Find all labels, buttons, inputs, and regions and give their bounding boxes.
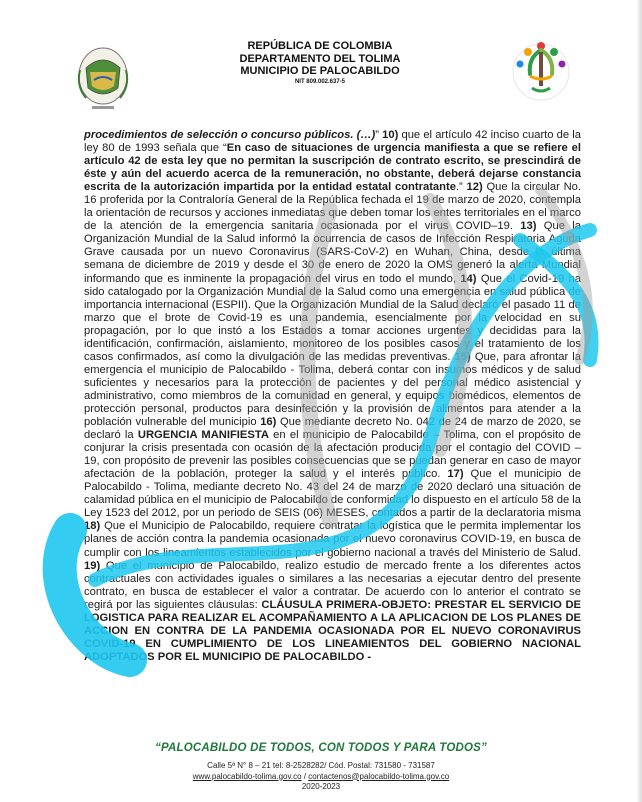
- footer-contact: [0, 761, 642, 793]
- item-number: 18): [84, 520, 101, 533]
- municipal-tree-logo: [508, 38, 574, 110]
- item-number: 13): [520, 220, 537, 233]
- header-municipality: MUNICIPIO DE PALOCABILDO: [240, 65, 400, 77]
- link-separator: /: [301, 771, 309, 781]
- page-edge-shadow: [636, 0, 642, 802]
- urgencia-manifiesta: URGENCIA MANIFIESTA: [137, 429, 269, 442]
- item-number: 15): [454, 350, 471, 363]
- quoted-law-text: En caso de situaciones de urgencia manifiesta a que se refiere el artículo 42 de esta ley que no permitan la suscripción de contrato escrito, se prescindirá de éste y aún del acuerdo acerca de la remuneración, no obstante, deberá dejarse constancia escrita de la autorización impartida por la entidad estatal contratante: [84, 142, 581, 194]
- body-span: Que la Organización Mundial de la Salud informó la ocurrencia de casos de Infección Respiratoria Aguda Grave causada por un nuevo Coronavirus (SARS-CoV-2) en Wuhan, China, desde la última semana de diciembre de 2019 y desde el 30 de enero de 2020 la OMS generó la alerta Mundial informando que es inminente la propagación del virus en todo el mundo,: [84, 220, 581, 285]
- body-span: Que mediante decreto No. 042 de 24 de marzo de 2020, se declaró la: [84, 416, 582, 442]
- body-span: .”: [455, 181, 467, 194]
- body-span: Que el Covid-19 ha sido catalogado por la Organización Mundial de la Salud como una emergencia en salud pública de importancia internacional (ESPII). Que la Organización Mundial de la Salud declaró el pasado 11 de marzo que el brote de Covid-19 es una pandemia, esencialmente por la velocidad en su propagación, por lo que instó a los Estados a tomar acciones urgentes y decididas para la identificación, confirmación, aislamiento, monitoreo de los posibles casos y el tratamiento de los casos confirmados, así como la divulgación de las medidas preventivas.: [84, 272, 581, 363]
- body-span: Que el municipio de Palocabildo - Tolima, mediante decreto No. 43 del 24 de marzo de 2020 declaró una situación de calamidad pública en el municipio de Palocabildo de conformidad lo dispuesto en el artículo 58 de la Ley 1523 del 2012, por un periodo de SEIS (06) MESES, contados a partir de la declaratoria misma: [84, 468, 581, 520]
- website-link[interactable]: www.palocabildo-tolima.gov.co: [192, 771, 302, 781]
- body-span: en el municipio de Palocabildo – Tolima, con el propósito de conjurar la crisis presentada con ocasión de la afectación producida por el contagio del COVID – 19, con propósito de prevenir las posibles consecuencias que se puedan generar en caso de mayor afectación de la población, proteger la salud y el interés público.: [84, 429, 581, 481]
- footer-links: [0, 772, 642, 783]
- body-span: Que el municipio de Palocabildo, realizo estudio de mercado frente a los diferentes actos contractuales con actividades iguales o similares a las necesarias a ejecutar dentro del presente contrato, en busca de establecer el valor a contratar. De acuerdo con lo anterior el contrato se regirá por las siguientes cláusulas:: [84, 559, 581, 611]
- item-number: 14): [460, 272, 477, 285]
- item-number: 17): [447, 468, 464, 481]
- item-number: 10): [382, 129, 399, 141]
- email-link[interactable]: contactenos@palocabildo-tolima.gov.co: [308, 771, 450, 781]
- body-span: procedimientos de selección o concurso públicos. (…): [84, 129, 376, 141]
- coat-of-arms-logo: [72, 42, 134, 116]
- footer-motto: “PALOCABILDO DE TODOS, CON TODOS Y PARA TODOS”: [155, 742, 487, 754]
- header-nit: NIT 809.002.637-5: [294, 78, 346, 85]
- item-number: 19): [84, 559, 101, 572]
- body-span: ”: [375, 129, 383, 141]
- contract-body-text: [84, 129, 581, 664]
- body-paragraph: [84, 129, 581, 664]
- footer-period: 2020-2023: [301, 782, 341, 791]
- body-span: Que, para afrontar la emergencia el municipio de Palocabildo - Tolima, deberá contar con insumos médicos y de salud suficientes y necesarios para la protección de pacientes y del personal médico asistencial y administrativo, como miembros de la comunidad en general, y equipos biomédicos, elementos de protección personal, productos para desinfección y la provisión de alimentos para atender a la población vulnerable del municipio: [84, 350, 582, 429]
- header-department: DEPARTAMENTO DEL TOLIMA: [239, 52, 401, 65]
- item-number: 16): [260, 416, 277, 429]
- clause-primera-objeto: CLÁUSULA PRIMERA-OBJETO: PRESTAR EL SERVICIO DE LOGISTICA PARA REALIZAR EL ACOMPAÑAMIENTO A LA APLICACION DE LOS PLANES DE ACCION EN CONTRA DE LA PANDEMIA OCASIONADA POR EL NUEVO CORONAVIRUS COVID-19 EN CUMPLIMIENTO DE LOS LINEAMIENTOS DEL GOBIERNO NACIONAL ADOPTADOS POR EL MUNICIPIO DE PALOCABILDO -: [84, 598, 581, 663]
- footer-address: Calle 5ª N° 8 – 21 tel: 8-2528282/ Cód. Postal: 731580 - 731587: [207, 761, 435, 770]
- letter-footer: [0, 742, 642, 793]
- item-number: 12): [466, 181, 483, 194]
- body-span: Que el Municipio de Palocabildo, requiere contratar la logística que le permita implementar los planes de acción contra la pandemia ocasionada por el nuevo coronavirus COVID-19, en busca de cumplir con los lineamientos establecidos por el gobierno nacional a través del Ministerio de Salud.: [84, 520, 581, 559]
- body-span: que el artículo 42 inciso cuarto de la ley 80 de 1993 señala que “: [84, 129, 581, 155]
- body-span: Que la circular No. 16 proferida por la Contraloría General de la República fechada el 19 de marzo de 2020, contempla la orientación de recursos y acciones inmediatas que deben tomar los entes territoriales en el marco de la atención de la emergencia sanitaria ocasionada por el virus COVID–19.: [84, 181, 582, 233]
- letterhead: [200, 40, 440, 87]
- header-republic: REPÚBLICA DE COLOMBIA: [247, 40, 393, 52]
